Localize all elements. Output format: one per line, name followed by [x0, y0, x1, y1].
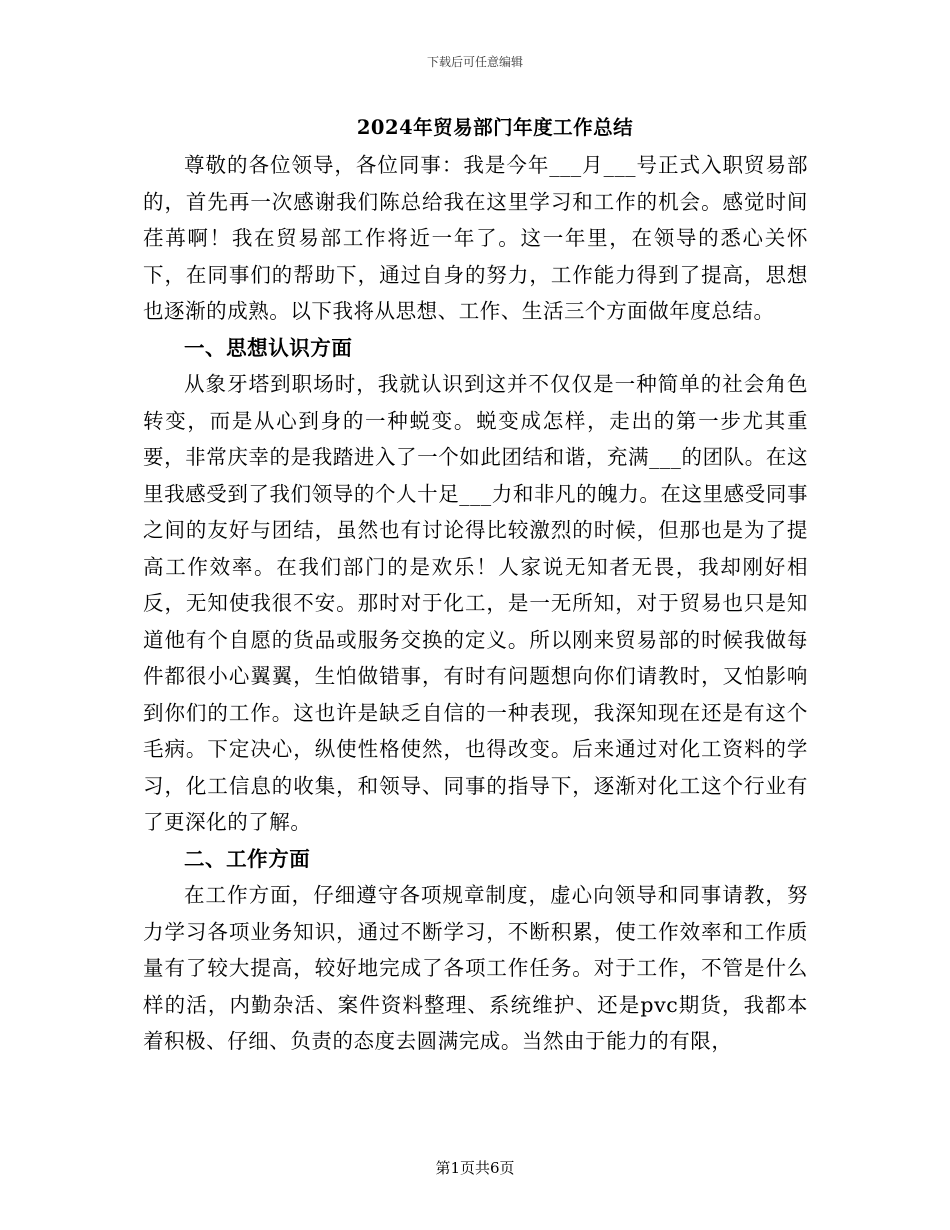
page-number: 第1页共6页 — [435, 1159, 515, 1177]
document-title: 2024年贸易部门年度工作总结 — [356, 116, 634, 139]
document-body — [143, 147, 808, 1060]
intro-paragraph: 尊敬的各位领导，各位同事：我是今年___月___号正式入职贸易部的，首先再一次感谢我们陈总给我在这里学习和工作的机会。感觉时间荏苒啊！我在贸易部工作将近一年了。这一年里，在领导的悉心关怀下，在同事们的帮助下，通过自身的努力，工作能力得到了提高，思想也逐渐的成熟。以下我将从思想、工作、生活三个方面做年度总结。 — [143, 153, 808, 323]
section-heading-work: 二、工作方面 — [184, 846, 311, 871]
header-note: 下载后可任意编辑 — [426, 55, 523, 69]
section-body-thought: 从象牙塔到职场时，我就认识到这并不仅仅是一种简单的社会角色转变，而是从心到身的一种蜕变。蜕变成怎样，走出的第一步尤其重要，非常庆幸的是我踏进入了一个如此团结和谐，充满___的团队。在这里我感受到了我们领导的个人十足___力和非凡的魄力。在这里感受同事之间的友好与团结，虽然也有讨论得比较激烈的时候，但那也是为了提高工作效率。在我们部门的是欢乐！人家说无知者无畏，我却刚好相反，无知使我很不安。那时对于化工，是一无所知，对于贸易也只是知道他有个自愿的货品或服务交换的定义。所以刚来贸易部的时候我做每件都很小心翼翼，生怕做错事，有时有问题想向你们请教时，又怕影响到你们的工作。这也许是缺乏自信的一种表现，我深知现在还是有这个毛病。下定决心，纵使性格使然，也得改变。后来通过对化工资料的学习，化工信息的收集，和领导、同事的指导下，逐渐对化工这个行业有了更深化的了解。 — [143, 372, 808, 834]
section-heading-thought: 一、思想认识方面 — [184, 335, 353, 360]
section-body-work: 在工作方面，仔细遵守各项规章制度，虚心向领导和同事请教，努力学习各项业务知识，通过不断学习，不断积累，使工作效率和工作质量有了较大提高，较好地完成了各项工作任务。对于工作，不管是什么样的活，内勤杂活、案件资料整理、系统维护、还是pvc期货，我都本着积极、仔细、负责的态度去圆满完成。当然由于能力的有限， — [143, 883, 808, 1053]
